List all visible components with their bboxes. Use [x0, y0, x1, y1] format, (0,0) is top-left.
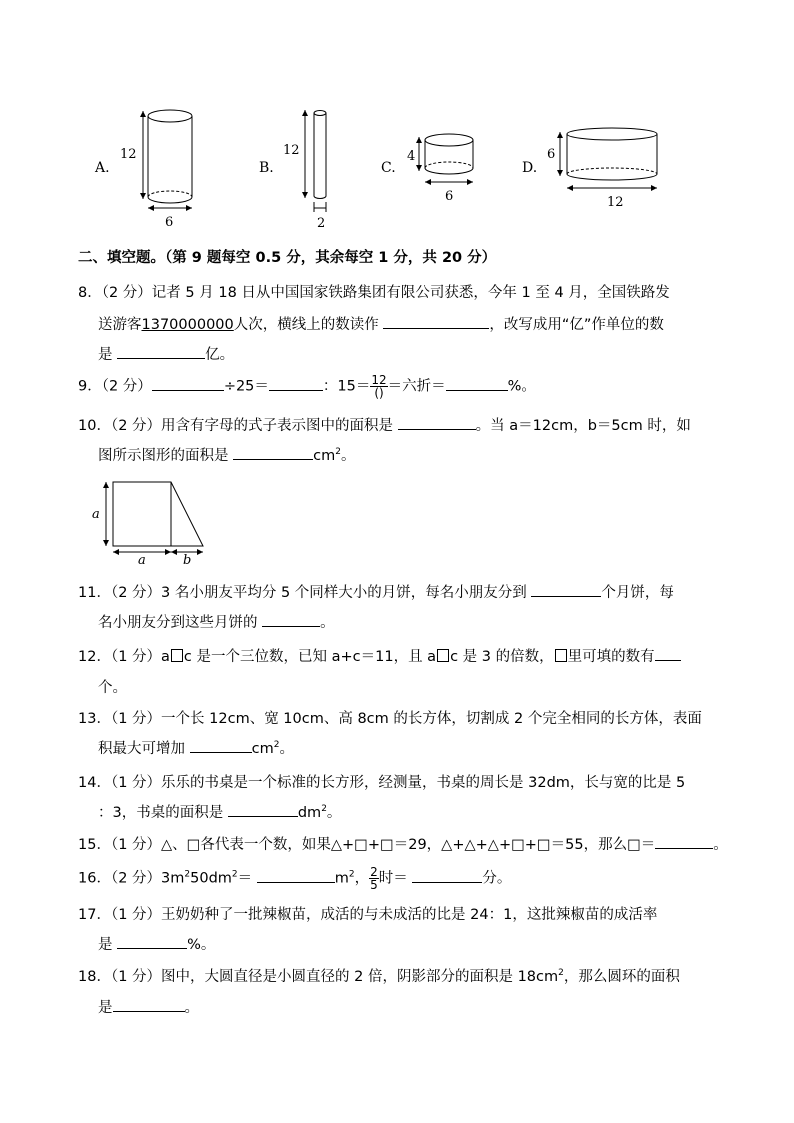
cylinder-a-figure	[118, 102, 208, 230]
box-symbol	[437, 649, 449, 662]
q17-blank[interactable]	[117, 934, 187, 949]
q17-line2: 是 %。	[98, 933, 215, 954]
q9-blank-2[interactable]	[269, 376, 323, 391]
q8-number: 1370000000	[141, 317, 234, 333]
option-a-label: A.	[95, 160, 110, 176]
q10-label-a-side: a	[92, 507, 100, 522]
cylinder-d-diameter-label: 12	[607, 195, 624, 210]
q15-blank[interactable]	[655, 834, 713, 849]
q10-label-b: b	[183, 553, 192, 566]
q10-blank-expression[interactable]	[398, 415, 476, 430]
cylinder-c-height-label: 4	[407, 149, 416, 164]
section-heading: 二、填空题。（第 9 题每空 0.5 分，其余每空 1 分，共 20 分）	[78, 250, 497, 266]
q10-line1: 10．（2 分）用含有字母的式子表示图中的面积是 。当 a＝12cm，b＝5cm 时，如	[78, 414, 691, 435]
cylinder-b-height-label: 12	[283, 143, 300, 158]
q8-blank-yi[interactable]	[117, 344, 205, 359]
cylinder-d-figure	[543, 124, 661, 214]
q9-line: 9．（2 分） ÷25＝ ：15＝ $\frac{12}{()}$ ＝六折＝ %。	[78, 373, 536, 400]
q10-blank-area[interactable]	[233, 445, 313, 460]
q13-line1: 13．（1 分）一个长 12cm、宽 10cm、高 8cm 的长方体，切割成 2 个完全相同的长方体，表面	[78, 711, 702, 727]
q12-line2: 个。	[98, 680, 127, 696]
q18-blank[interactable]	[113, 997, 185, 1012]
q13-blank[interactable]	[190, 738, 252, 753]
q11-line2: 名小朋友分到这些月饼的 。	[98, 611, 335, 632]
q8-blank-reading[interactable]	[383, 314, 489, 329]
box-symbol	[171, 649, 183, 662]
q8-line3: 是 亿。	[98, 343, 234, 364]
q16-blank-1[interactable]	[257, 868, 335, 883]
option-c-label: C.	[381, 160, 396, 176]
q9-blank-3[interactable]: ()	[374, 386, 384, 400]
q18-line1: 18．（1 分）图中，大圆直径是小圆直径的 2 倍，阴影部分的面积是 $18cm^2$，那么圆环的面积	[78, 968, 680, 985]
q10-line2: 图所示图形的面积是 $cm^2$。	[98, 444, 355, 465]
q14-blank[interactable]	[228, 802, 298, 817]
q16-fraction: $\frac{2}{5}$	[370, 865, 378, 892]
cylinder-a-diameter-label: 6	[165, 215, 174, 230]
q10-label-a-bottom: a	[138, 553, 146, 566]
q8-line1: 8．（2 分）记者 5 月 18 日从中国国家铁路集团有限公司获悉，今年 1 至 4 月，全国铁路发	[78, 285, 670, 301]
q9-fraction: $\frac{12}{()}$	[371, 373, 387, 400]
cylinder-c-figure	[402, 130, 482, 206]
q8-line2: 送游客1370000000人次，横线上的数读作 ，改写成用“亿”作单位的数	[98, 313, 664, 334]
q11-line1: 11．（2 分）3 名小朋友平均分 5 个同样大小的月饼，每名小朋友分到 个月饼，每	[78, 581, 674, 602]
option-d-label: D.	[522, 160, 538, 176]
q18-line2: 是 。	[98, 996, 199, 1017]
q16-blank-2[interactable]	[412, 868, 482, 883]
q17-line1: 17．（1 分）王奶奶种了一批辣椒苗，成活的与未成活的比是 24：1，这批辣椒苗的成活率	[78, 907, 658, 923]
cylinder-b-diameter-label: 2	[317, 216, 326, 230]
q15-line: 15．（1 分）△、□各代表一个数，如果△+□+□＝29，△+△+△+□+□＝55，那么□＝ 。	[78, 833, 728, 854]
option-b-label: B.	[259, 160, 274, 176]
q13-line2: 积最大可增加 $cm^2$。	[98, 737, 294, 758]
box-symbol	[555, 649, 567, 662]
cylinder-d-height-label: 6	[547, 147, 556, 162]
q12-line1: 12．（1 分）a c 是一个三位数，已知 a+c＝11，且 a c 是 3 的倍数， 里可填的数有	[78, 645, 681, 666]
q9-blank-1[interactable]	[152, 376, 224, 391]
q16-line: 16．（2 分）$3m^250dm^2= m^2$， $\frac{2}{5}$ 时＝ 分。	[78, 865, 512, 892]
q11-blank-1[interactable]	[531, 582, 601, 597]
cylinder-a-height-label: 12	[120, 147, 137, 162]
q11-blank-2[interactable]	[262, 612, 320, 627]
q10-trapezoid-figure	[88, 478, 210, 566]
q9-blank-4[interactable]	[446, 376, 508, 391]
cylinder-c-diameter-label: 6	[445, 189, 454, 204]
q14-line1: 14．（1 分）乐乐的书桌是一个标准的长方形，经测量，书桌的周长是 32dm，长与宽的比是 5	[78, 775, 686, 791]
cylinder-b-figure	[283, 104, 333, 230]
q12-blank[interactable]	[655, 646, 681, 661]
q14-line2: ：3，书桌的面积是 $dm^2$。	[98, 801, 341, 822]
